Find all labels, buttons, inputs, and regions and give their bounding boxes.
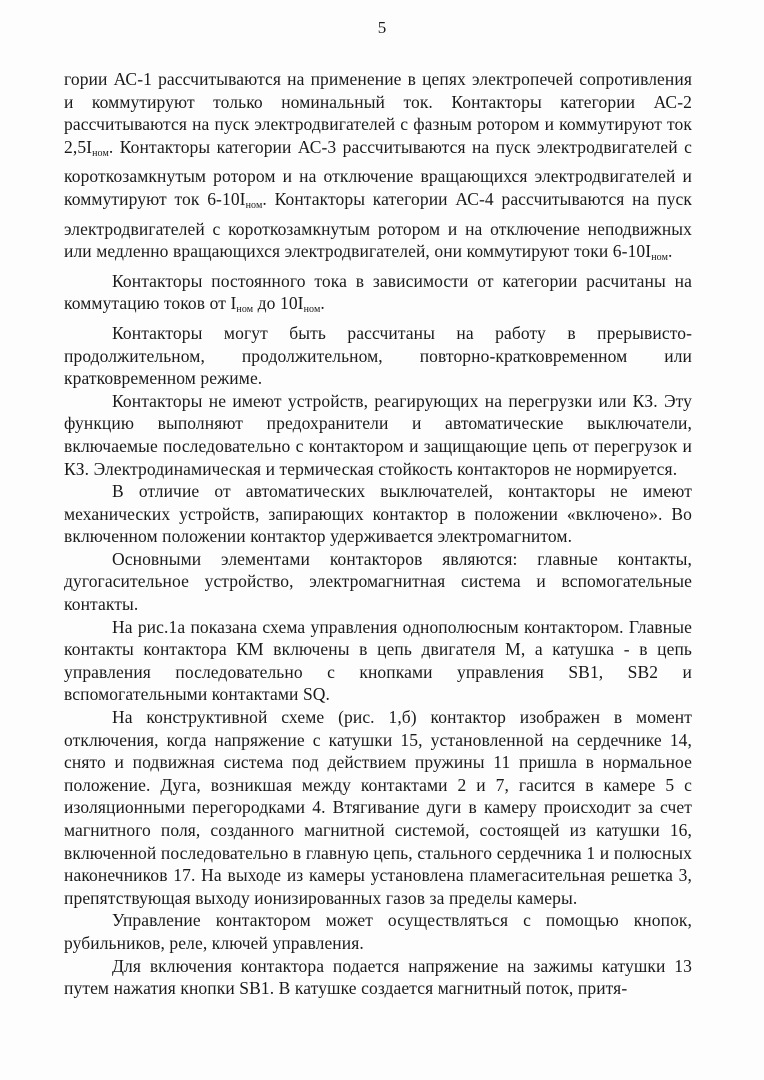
page-number: 5 <box>377 18 387 37</box>
paragraph <box>64 706 692 909</box>
text-run: Контакторы постоянного тока в зависимости от категории расчитаны на коммутацию токов от I <box>64 270 692 314</box>
text-run: На конструктивной схеме (рис. 1,б) контактор изображен в момент отключения, когда напряжение с катушки 15, установленной на сердечнике 14, снято и подвижная система под действием пружины 11 пришла в нормальное положение. Дуга, возникшая между контактами 2 и 7, гасится в камере 5 с изоляционными перегородками 4. Втягивание дуги в камеру происходит за счет магнитного поля, созданного магнитной системой, состоящей из катушки 16, включенной последовательно в главную цепь, стального сердечника 1 и полюсных наконечников 17. На выходе из камеры установлена пламегасительная решетка 3, препятствующая выходу ионизированных газов за пределы камеры. <box>64 707 692 908</box>
text-run: Контакторы могут быть рассчитаны на работу в прерывисто-продолжительном, продолжительном, повторно-кратковременном или кратковременном режиме. <box>64 322 692 389</box>
body-text <box>64 68 692 1000</box>
text-run: . Контакторы категории АС-3 рассчитываются на пуск электродвигателей с короткозамкнутым ротором и на отключение вращающихся электродвигателей и коммутируют ток 6-10I <box>64 136 692 209</box>
subscript-text: ном <box>92 147 109 159</box>
text-run: . <box>668 241 673 262</box>
text-run: Контакторы не имеют устройств, реагирующих на перегрузки или КЗ. Эту функцию выполняют предохранители и автоматические выключатели, включаемые последовательно с контактором и защищающие цепь от перегрузок и КЗ. Электродинамическая и термическая стойкость контакторов не нормируется. <box>64 390 692 479</box>
subscript-text: ном <box>651 252 669 264</box>
subscript-text: ном <box>236 304 254 316</box>
paragraph <box>64 390 692 480</box>
text-run: гории АС-1 рассчитываются на применение в цепях электропечей сопротивления и коммутируют только номинальный ток. Контакторы категории АС-2 рассчитываются на пуск электродвигателей с фазным ротором и коммутируют ток 2,5I <box>64 69 692 157</box>
text-run: На рис.1а показана схема управления однополюсным контактором. Главные контакты контактора КМ включены в цепь двигателя М, а катушка - в цепь управления последовательно с кнопками управления SB1, SB2 и вспомогательными контактами SQ. <box>64 616 692 705</box>
text-run: Основными элементами контакторов являются: главные контакты, дугогасительное устройство, электромагнитная система и вспомогательные контакты. <box>64 548 692 615</box>
paragraph <box>64 548 692 616</box>
text-run: . <box>320 293 325 314</box>
text-run: . Контакторы категории АС-4 рассчитываются на пуск электродвигателей с короткозамкнутым ротором и на отключение неподвижных или медленно вращающихся электродвигателей, они коммутируют токи 6-10I <box>64 188 692 262</box>
paragraph <box>64 909 692 954</box>
text-run: В отличие от автоматических выключателей, контакторы не имеют механических устройств, запирающих контактор в положении «включено». Во включенном положении контактор удерживается электромагнитом. <box>64 481 692 547</box>
text-run: Для включения контактора подается напряжение на зажимы катушки 13 путем нажатия кнопки SB1. В катушке создается магнитный поток, притя- <box>64 955 692 999</box>
paragraph <box>64 955 692 1000</box>
text-run: Управление контактором может осуществляться с помощью кнопок, рубильников, реле, ключей управления. <box>64 910 692 953</box>
subscript-text: ном <box>303 304 321 316</box>
paragraph <box>64 480 692 548</box>
subscript-text: ном <box>245 199 263 211</box>
text-run: до 10I <box>253 293 304 314</box>
paragraph <box>64 616 692 706</box>
paragraph <box>64 322 692 390</box>
paragraph <box>64 68 692 270</box>
paragraph <box>64 270 692 322</box>
